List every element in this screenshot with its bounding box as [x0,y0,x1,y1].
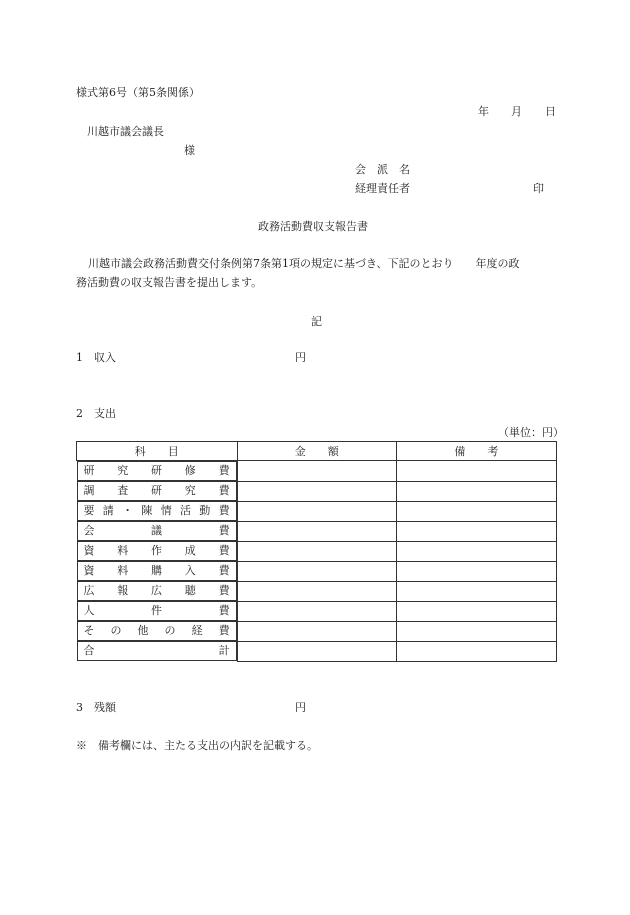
unit-note: （単位：円） [498,426,564,439]
addressee: 川越市議会議長 [87,125,164,138]
row-item [77,581,237,601]
row-item-char: 費 [218,624,230,637]
honorific: 様 [184,144,195,157]
amount-cell[interactable] [237,561,396,581]
amount-cell[interactable] [237,521,396,541]
row-item-char: 陳 [141,504,153,517]
row-item-char: 資 [83,544,95,557]
document-title: 政務活動費収支報告書 [258,220,368,233]
date-day: 日 [545,105,556,118]
row-item [77,501,237,521]
remarks-cell[interactable] [396,461,556,482]
expense-label: 2 支出 [76,407,116,420]
row-item-char: 研 [83,464,95,477]
row-item [77,561,237,581]
income-unit: 円 [295,351,306,364]
row-item [77,641,237,661]
row-item-char: 人 [83,604,95,617]
amount-cell[interactable] [237,641,396,661]
table-row [77,541,557,561]
row-item-char: 広 [151,584,163,597]
amount-cell[interactable] [237,621,396,641]
remarks-cell[interactable] [396,561,556,581]
row-item-char: 計 [218,644,230,657]
row-item-char: 究 [184,484,196,497]
row-item-char: 費 [218,604,230,617]
date-month: 月 [511,105,522,118]
row-item-char: 入 [184,564,196,577]
body-text-line1: 川越市議会政務活動費交付条例第7条第1項の規定に基づき、下記のとおり 年度の政 [88,257,520,270]
row-item [77,521,237,541]
row-item-char: 作 [151,544,163,557]
row-item-char: 費 [218,484,230,497]
row-item [77,621,237,641]
remarks-cell[interactable] [396,481,556,501]
amount-cell[interactable] [237,481,396,501]
row-item-char: 究 [117,464,129,477]
row-item-char: 研 [151,484,163,497]
row-item [77,481,237,501]
row-item-char: 研 [151,464,163,477]
row-item-char: 要 [83,504,95,517]
row-item-char: 聴 [184,584,196,597]
row-item-char: 報 [117,584,129,597]
row-item-char: 費 [218,464,230,477]
header-item: 科 目 [77,442,238,461]
row-item-char: 料 [117,544,129,557]
remarks-cell[interactable] [396,581,556,601]
form-number: 様式第6号（第5条関係） [76,86,200,99]
table-row [77,501,557,521]
date-year: 年 [478,105,489,118]
row-item-char: 請 [102,504,114,517]
treasurer-label: 経理責任者 [355,182,410,195]
row-item-char: そ [83,624,95,637]
table-row [77,561,557,581]
ki-heading: 記 [311,315,322,328]
seal-mark: 印 [533,182,544,195]
remarks-cell[interactable] [396,641,556,661]
row-item-char: 件 [151,604,163,617]
remarks-cell[interactable] [396,601,556,621]
amount-cell[interactable] [237,581,396,601]
row-item-char: 資 [83,564,95,577]
faction-name-label: 会 派 名 [355,163,410,176]
table-row [77,601,557,621]
row-item-char: 費 [218,564,230,577]
row-item-char: 成 [184,544,196,557]
amount-cell[interactable] [237,501,396,521]
row-item-char: ・ [122,504,134,517]
expense-table [76,441,557,662]
row-item-char: の [110,624,122,637]
row-item-char: の [164,624,176,637]
row-item-char: 経 [191,624,203,637]
row-item-char: 情 [160,504,172,517]
row-item-char: 購 [151,564,163,577]
remarks-cell[interactable] [396,501,556,521]
row-item-char: 活 [179,504,191,517]
row-item-char: 費 [218,544,230,557]
remarks-note: ※ 備考欄には、主たる支出の内訳を記載する。 [76,739,318,752]
row-item [77,601,237,621]
row-item-char: 議 [151,524,163,537]
table-row [77,481,557,501]
header-amount: 金 額 [237,442,396,461]
row-item-char: 合 [83,644,95,657]
row-item-char: 修 [184,464,196,477]
row-item-char: 調 [83,484,95,497]
amount-cell[interactable] [237,461,396,482]
income-label: 1 収入 [76,351,116,364]
table-row [77,461,557,482]
row-item-char: 会 [83,524,95,537]
header-remarks: 備 考 [396,442,556,461]
row-item-char: 査 [117,484,129,497]
row-item [77,461,237,481]
row-item [77,541,237,561]
row-item-char: 他 [137,624,149,637]
row-item-char: 費 [218,584,230,597]
remarks-cell[interactable] [396,541,556,561]
row-item-char: 広 [83,584,95,597]
body-text-line2: 務活動費の収支報告書を提出します。 [76,276,263,289]
amount-cell[interactable] [237,541,396,561]
table-header-row [77,442,557,461]
row-item-char: 費 [218,504,230,517]
table-row [77,581,557,601]
row-item-char: 費 [218,524,230,537]
row-item-char: 料 [117,564,129,577]
remarks-cell[interactable] [396,521,556,541]
balance-unit: 円 [295,701,306,714]
total-row [77,641,557,661]
amount-cell[interactable] [237,601,396,621]
remarks-cell[interactable] [396,621,556,641]
table-row [77,621,557,641]
row-item-char: 動 [199,504,211,517]
table-row [77,521,557,541]
balance-label: 3 残額 [76,701,116,714]
